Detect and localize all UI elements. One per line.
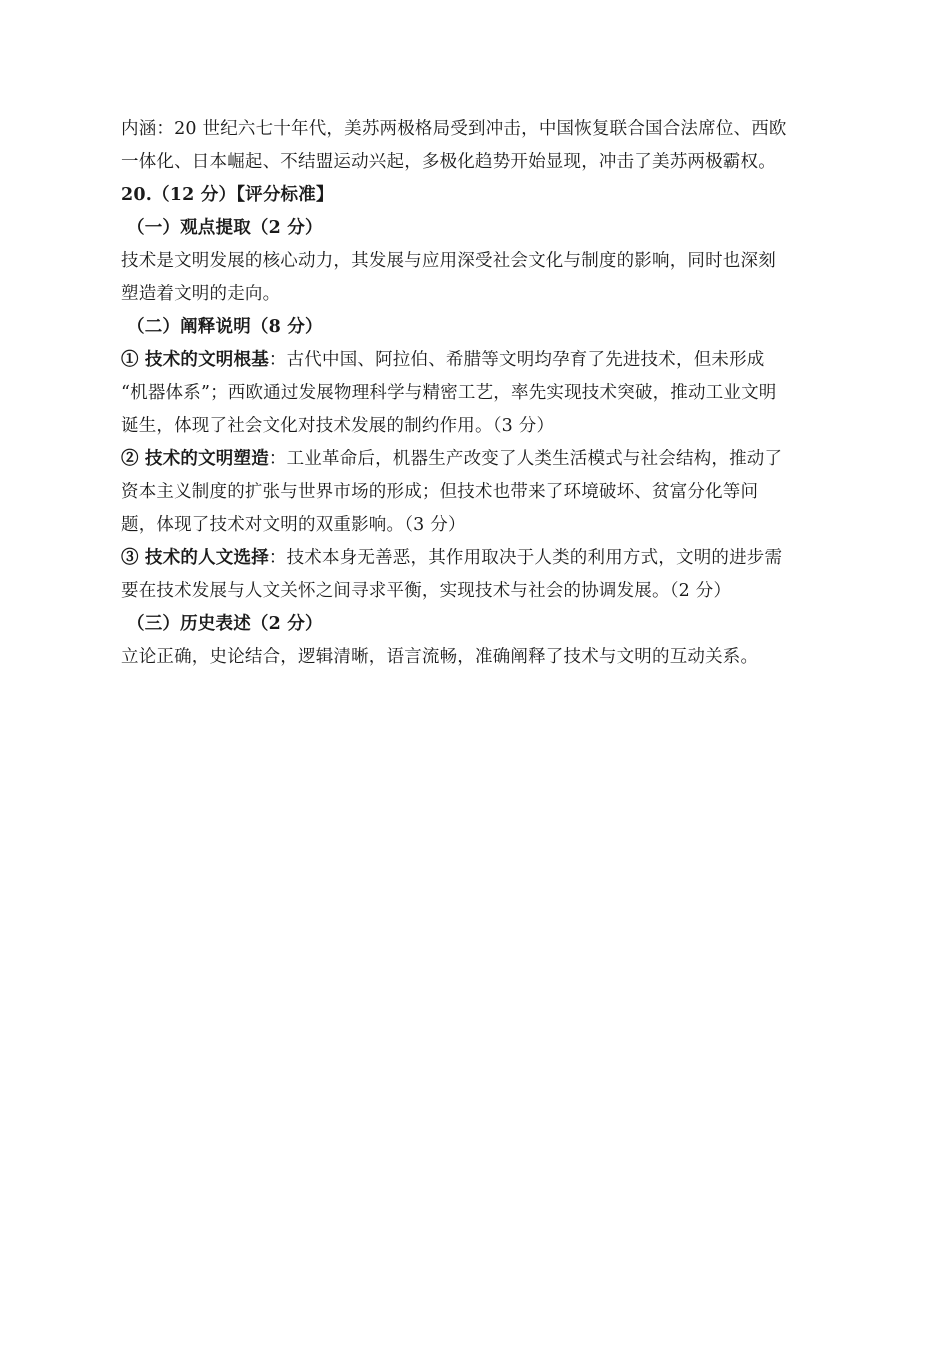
point-2-text: ：工业革命后，机器生产改变了人类生活模式与社会结构，推动了 xyxy=(268,449,783,469)
section-3-line-1: 立论正确，史论结合，逻辑清晰，语言流畅，准确阐释了技术与文明的互动关系。 xyxy=(121,647,759,667)
section-3-heading: （三）历史表述（2 分） xyxy=(127,614,323,634)
point-3-line-2: 要在技术发展与人文关怀之间寻求平衡，实现技术与社会的协调发展。（2 分） xyxy=(121,581,732,601)
point-3-line-1 xyxy=(121,542,833,575)
section-1-line-2: 塑造着文明的走向。 xyxy=(121,284,281,304)
point-3-label: ③ 技术的人文选择 xyxy=(121,548,269,568)
intro-line-1: 内涵：20 世纪六七十年代，美苏两极格局受到冲击，中国恢复联合国合法席位、西欧 xyxy=(121,119,787,139)
point-1-line-2: “机器体系”；西欧通过发展物理科学与精密工艺，率先实现技术突破，推动工业文明 xyxy=(121,383,777,403)
point-2-line-1 xyxy=(121,443,833,476)
question-heading: 20.（12 分）【评分标准】 xyxy=(121,185,334,205)
point-2-line-3: 题，体现了技术对文明的双重影响。（3 分） xyxy=(121,515,466,535)
document-page xyxy=(121,113,833,674)
point-2-label: ② 技术的文明塑造 xyxy=(121,449,269,469)
intro-line-2: 一体化、日本崛起、不结盟运动兴起，多极化趋势开始显现，冲击了美苏两极霸权。 xyxy=(121,152,776,172)
section-1-line-1: 技术是文明发展的核心动力，其发展与应用深受社会文化与制度的影响，同时也深刻 xyxy=(121,251,776,271)
point-1-line-3: 诞生，体现了社会文化对技术发展的制约作用。（3 分） xyxy=(121,416,555,436)
point-1-label: ① 技术的文明根基 xyxy=(121,350,269,370)
section-2-heading: （二）阐释说明（8 分） xyxy=(127,317,323,337)
point-1-text: ：古代中国、阿拉伯、希腊等文明均孕育了先进技术，但未形成 xyxy=(268,350,765,370)
point-3-text: ：技术本身无善恶，其作用取决于人类的利用方式，文明的进步需 xyxy=(268,548,783,568)
point-1-line-1 xyxy=(121,344,833,377)
section-1-heading: （一）观点提取（2 分） xyxy=(127,218,323,238)
point-2-line-2: 资本主义制度的扩张与世界市场的形成；但技术也带来了环境破坏、贫富分化等问 xyxy=(121,482,759,502)
